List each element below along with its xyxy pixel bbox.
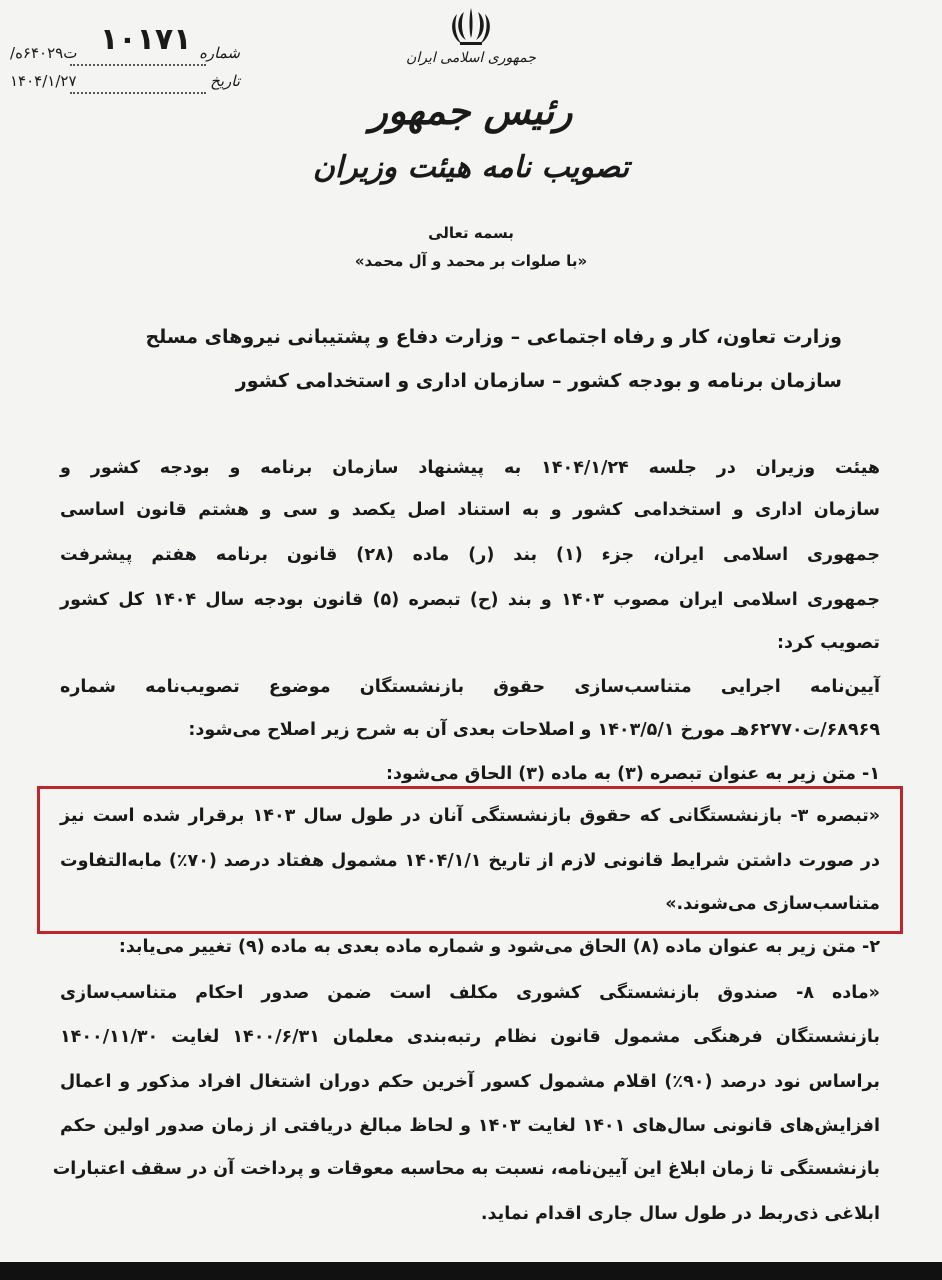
country-name: جمهوری اسلامی ایران (406, 50, 536, 66)
date-value: ۱۴۰۴/۱/۲۷ (10, 72, 77, 90)
body-line: بازنشستگان فرهنگی مشمول قانون نظام رتبه‌بندی معلمان ۱۴۰۰/۶/۳۱ لغایت ۱۴۰۰/۱۱/۳۰ (60, 1027, 880, 1047)
recipients-line-1: وزارت تعاون، کار و رفاه اجتماعی – وزارت دفاع و پشتیبانی نیروهای مسلح (145, 326, 842, 348)
document-serial: ۱۰۱۷۱ (100, 22, 192, 57)
salawat: «با صلوات بر محمد و آل محمد» (354, 252, 588, 270)
body-line: ۱- متن زیر به عنوان تبصره (۳) به ماده (۳) الحاق می‌شود: (386, 764, 880, 784)
body-line: آیین‌نامه اجرایی متناسب‌سازی حقوق بازنشستگان موضوع تصویب‌نامه شماره (60, 677, 880, 697)
basmala: بسمه تعالی (428, 224, 514, 242)
body-line: «ماده ۸- صندوق بازنشستگی کشوری مکلف است ضمن صدور احکام متناسب‌سازی (60, 983, 880, 1003)
body-line: بازنشستگی تا زمان ابلاغ این آیین‌نامه، نسبت به محاسبه معوقات و پرداخت آن در سقف اعتبارات (52, 1159, 880, 1179)
highlighted-line: در صورت داشتن شرایط قانونی لازم از تاریخ ۱۴۰۴/۱/۱ مشمول هفتاد درصد (۷۰٪) مابه‌التفاوت (60, 851, 880, 871)
office-title: رئیس جمهور (369, 88, 573, 133)
body-line: تصویب کرد: (776, 633, 880, 653)
date-label: تاریخ (210, 72, 240, 90)
body-line: جمهوری اسلامی ایران مصوب ۱۴۰۳ و بند (ح) تبصره (۵) قانون بودجه سال ۱۴۰۴ کل کشور (60, 590, 881, 610)
body-line: هیئت وزیران در جلسه ۱۴۰۴/۱/۲۴ به پیشنهاد سازمان برنامه و بودجه کشور و (60, 458, 880, 478)
body-line: براساس نود درصد (۹۰٪) اقلام مشمول کسور آخرین حکم دوران اشتغال افراد مذکور و اعمال (60, 1072, 880, 1092)
highlighted-line: «تبصره ۳- بازنشستگانی که حقوق بازنشستگی آنان در طول سال ۱۴۰۳ برقرار شده است نیز (60, 806, 880, 826)
number-value: /ت۶۴۰۲۹ه (10, 44, 78, 62)
iran-emblem-icon (448, 4, 494, 48)
number-label: شماره (199, 44, 240, 62)
body-line: افزایش‌های قانونی سال‌های ۱۴۰۱ لغایت ۱۴۰۳ و لحاظ مبالغ دریافتی از زمان صدور اولین حکم (60, 1116, 880, 1136)
body-line: جمهوری اسلامی ایران، جزء (۱) بند (ر) ماده (۲۸) قانون برنامه هفتم پیشرفت (60, 545, 881, 565)
body-line: ۲- متن زیر به عنوان ماده (۸) الحاق می‌شود و شماره ماده بعدی به ماده (۹) تغییر می‌یابد: (118, 937, 880, 957)
body-line: سازمان اداری و استخدامی کشور و به استناد اصل یکصد و سی و هشتم قانون اساسی (60, 500, 880, 520)
document-title: تصویب نامه هیئت وزیران (312, 150, 630, 185)
recipients-line-2: سازمان برنامه و بودجه کشور – سازمان اداری و استخدامی کشور (235, 370, 842, 392)
body-line: ابلاغی ذی‌ربط در طول سال جاری اقدام نماید. (480, 1204, 880, 1224)
bottom-edge (0, 1262, 942, 1280)
highlighted-line: متناسب‌سازی می‌شوند.» (665, 894, 880, 914)
body-line: ۶۸۹۶۹/ت۶۲۷۷۰هـ مورخ ۱۴۰۳/۵/۱ و اصلاحات بعدی آن به شرح زیر اصلاح می‌شود: (188, 720, 880, 740)
